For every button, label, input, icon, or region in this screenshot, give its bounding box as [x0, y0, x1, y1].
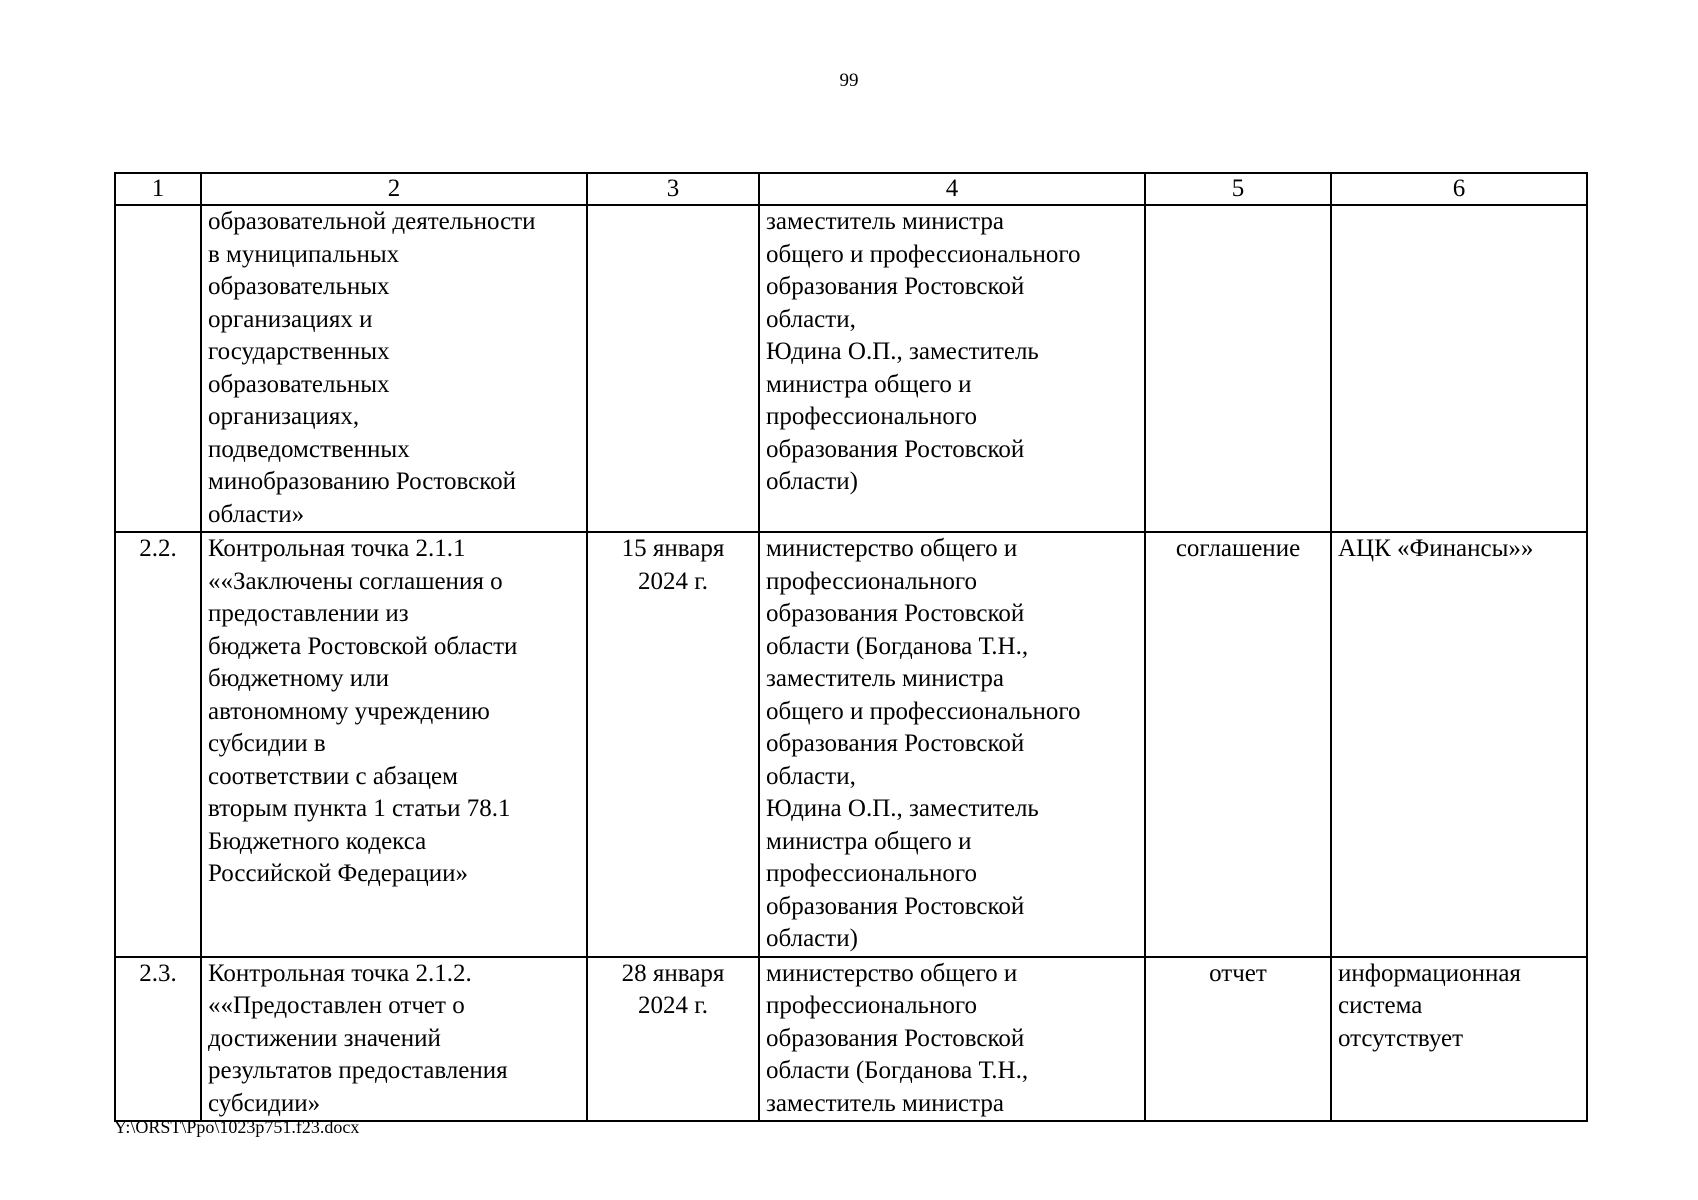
page-number: 99: [839, 70, 859, 91]
responsible-cell: заместитель министра общего и профессионального образования Ростовской области, Юдина О.П., заместитель министра общего и профессионального образования Ростовской области): [759, 205, 1145, 532]
responsible-cell: министерство общего и профессионального образования Ростовской области (Богданова Т.Н., заместитель министра: [759, 957, 1145, 1122]
row-number-cell: 2.2.: [115, 532, 201, 957]
file-path-footer: Y:\ORST\Ppo\1023p751.f23.docx: [114, 1117, 360, 1137]
table-row: [115, 205, 1587, 532]
column-header: 2: [201, 173, 587, 205]
table-row: [115, 532, 1587, 957]
document-type-cell: соглашение: [1145, 532, 1331, 957]
column-header: 4: [759, 173, 1145, 205]
date-cell: 28 января 2024 г.: [587, 957, 759, 1122]
table-row: [115, 957, 1587, 1122]
date-cell: [587, 205, 759, 532]
info-system-cell: АЦК «Финансы»»: [1331, 532, 1587, 957]
table-header-row: [115, 173, 1587, 205]
date-cell: 15 января 2024 г.: [587, 532, 759, 957]
info-system-cell: информационная система отсутствует: [1331, 957, 1587, 1122]
column-header: 5: [1145, 173, 1331, 205]
row-number-cell: 2.3.: [115, 957, 201, 1122]
document-type-cell: отчет: [1145, 957, 1331, 1122]
item-name-cell: Контрольная точка 2.1.1 ««Заключены соглашения о предоставлении из бюджета Ростовской области бюджетному или автономному учреждению субсидии в соответствии с абзацем вторым пункта 1 статьи 78.1 Бюджетного кодекса Российской Федерации»: [201, 532, 587, 957]
control-points-table: [114, 172, 1588, 1122]
column-header: 6: [1331, 173, 1587, 205]
column-header: 3: [587, 173, 759, 205]
item-name-cell: Контрольная точка 2.1.2. ««Предоставлен отчет о достижении значений результатов предоставления субсидии»: [201, 957, 587, 1122]
info-system-cell: [1331, 205, 1587, 532]
column-header: 1: [115, 173, 201, 205]
responsible-cell: министерство общего и профессионального образования Ростовской области (Богданова Т.Н., заместитель министра общего и профессионального образования Ростовской области, Юдина О.П., заместитель министра общего и профессионального образования Ростовской области): [759, 532, 1145, 957]
item-name-cell: образовательной деятельности в муниципальных образовательных организациях и государственных образовательных организациях, подведомственных минобразованию Ростовской области»: [201, 205, 587, 532]
row-number-cell: [115, 205, 201, 532]
document-type-cell: [1145, 205, 1331, 532]
